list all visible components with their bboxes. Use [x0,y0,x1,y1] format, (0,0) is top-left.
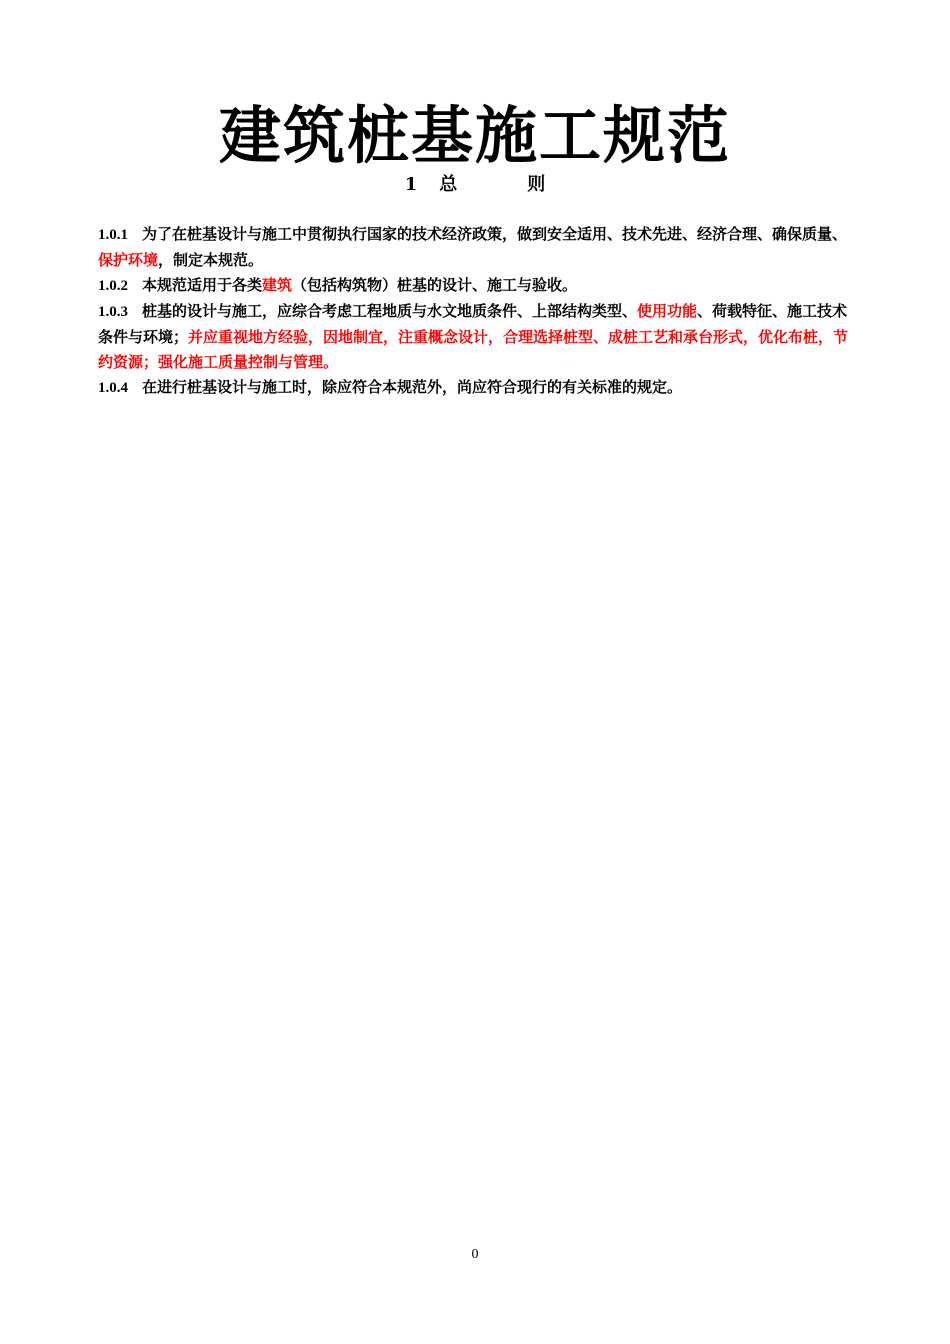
clause-1-0-3 [98,299,858,375]
clause-text: 为了在桩基设计与施工中贯彻执行国家的技术经济政策，做到安全适用、技术先进、经济合理、确保质量、 [142,225,848,243]
clause-text: 在进行桩基设计与施工时，除应符合本规范外，尚应符合现行的有关标准的规定。 [142,378,683,396]
clause-emphasis: 建筑 [262,276,293,294]
chapter-number: 1 [404,174,418,195]
clause-text: 桩基的设计与施工，应综合考虑工程地质与水文地质条件、上部结构类型、 [142,302,638,320]
clause-number: 1.0.3 [98,304,128,320]
clause-emphasis: 并应重视地方经验，因地制宜，注重概念设计，合理选择桩型、成桩工艺和承台形式，优化布桩，节约资源；强化施工质量控制与管理。 [98,328,849,371]
chapter-heading [0,172,950,198]
clause-1-0-4 [98,375,858,401]
document-title: 建筑桩基施工规范 [218,99,731,172]
clause-emphasis: 保护环境 [98,251,159,269]
chapter-title-word-1: 总 [439,174,458,195]
clause-text: （包括构筑物）桩基的设计、施工与验收。 [292,276,578,294]
clause-number: 1.0.4 [98,380,128,396]
clause-emphasis: 使用功能 [637,302,698,320]
clause-1-0-1 [98,222,858,273]
clause-text: ，制定本规范。 [158,251,264,269]
page-number: 0 [471,1247,479,1262]
clause-text: 本规范适用于各类 [142,276,263,294]
clauses-body [98,222,858,401]
clause-text: 、荷载特征、施工技术条件与环境； [98,302,848,346]
clause-number: 1.0.1 [98,227,128,243]
clause-1-0-2 [98,273,858,299]
chapter-title-word-2: 则 [527,174,546,195]
clause-number: 1.0.2 [98,278,128,294]
